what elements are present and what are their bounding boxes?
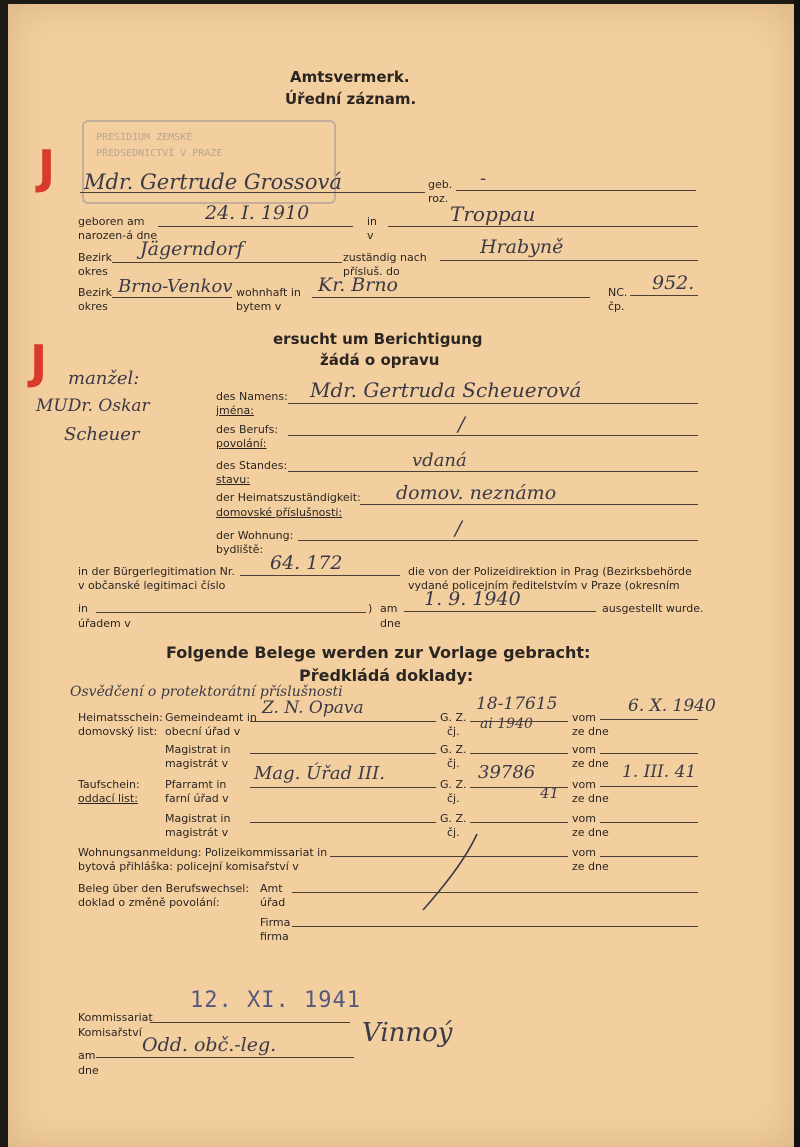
legit-number: 64. 172	[270, 552, 343, 574]
stand-label-cz: stavu:	[216, 473, 250, 486]
belege-heading-cz: Předkládá doklady:	[299, 666, 474, 685]
wohnung-value: /	[455, 516, 462, 540]
wohnhaft-de: wohnhaft in	[236, 286, 301, 299]
nc-label: NC.	[608, 286, 628, 299]
bezirk-label-2: Bezirk	[78, 286, 113, 299]
beruf-line	[288, 435, 698, 436]
legit-paren: )	[368, 602, 373, 615]
vom-label-4: vom	[572, 812, 596, 825]
okres-label-1: okres	[78, 265, 108, 278]
okres-label-2: okres	[78, 300, 108, 313]
gemeinde-cz: obecní úřad v	[165, 725, 241, 738]
heimatschein-label-cz: domovský list:	[78, 725, 158, 738]
gemeinde-line	[250, 721, 436, 722]
gz1-value: 18-17615	[476, 694, 558, 714]
red-mark-1: J	[38, 140, 56, 194]
legit-line2-left: v občanské legitimaci číslo	[78, 579, 226, 592]
legit-line1-left: in der Bürgerlegitimation Nr.	[78, 565, 235, 578]
firma-cz: firma	[260, 930, 289, 943]
signature: Vinnoý	[362, 1018, 453, 1048]
in-label: in	[367, 215, 378, 228]
heimat-label-cz: domovské příslušnosti:	[216, 506, 343, 519]
born-date: 24. I. 1910	[205, 202, 310, 224]
berufswechsel-cz: doklad o změně povolání:	[78, 896, 220, 909]
cp-label: čp.	[608, 300, 625, 313]
wohnungsanmeldung-de: Wohnungsanmeldung: Polizeikommissariat in	[78, 846, 328, 859]
wohnung-line	[298, 540, 698, 541]
name-label-de: des Namens:	[216, 390, 288, 403]
born-label-de: geboren am	[78, 215, 145, 228]
legit-line1-right: die von der Polizeidirektion in Prag (Bezirksbehörde	[408, 565, 692, 578]
gemeinde-value: Z. N. Opava	[262, 698, 364, 718]
roz-label: roz.	[428, 192, 449, 205]
stand-label-de: des Standes:	[216, 459, 288, 472]
gz3-line	[470, 787, 568, 788]
person-name: Mdr. Gertrude Grossová	[84, 170, 342, 194]
berufswechsel-de: Beleg über den Berufswechsel:	[78, 882, 250, 895]
page-edge	[794, 0, 800, 1147]
vom-label-5: vom	[572, 846, 596, 859]
gemeinde-de: Gemeindeamt in	[165, 711, 257, 724]
cj1-value: ai 1940	[480, 716, 533, 732]
firma-de: Firma	[260, 916, 291, 929]
footer-am-value: Odd. obč.-leg.	[142, 1034, 277, 1056]
magistrat1-line	[250, 753, 436, 754]
footer-am-label: am	[78, 1049, 96, 1062]
vom-label-2: vom	[572, 743, 596, 756]
legit-issued: ausgestellt wurde.	[602, 602, 704, 615]
wohnhaft-value: Kr. Brno	[318, 274, 398, 296]
beruf-value: /	[458, 412, 465, 436]
heimat-value: domov. neznámo	[396, 482, 557, 504]
gz1-line	[470, 721, 568, 722]
born-place: Troppau	[450, 202, 536, 226]
cj3-value: 41	[540, 784, 560, 802]
wohnhaft-line	[312, 297, 590, 298]
legit-date-line	[404, 611, 596, 612]
born-label-cz: narozen-á dne	[78, 229, 158, 242]
side-note-2: MUDr. Oskar	[36, 396, 150, 416]
footer-dne-label: dne	[78, 1064, 99, 1077]
cj-label-3: čj.	[447, 792, 460, 805]
gz-label-2: G. Z.	[440, 743, 467, 756]
nc-value: 952.	[652, 272, 695, 294]
vom1-value: 6. X. 1940	[628, 696, 716, 716]
legit-in-label: in	[78, 602, 89, 615]
magistrat2-cz: magistrát v	[165, 826, 229, 839]
gz4-line	[470, 822, 568, 823]
born-place-line	[388, 226, 698, 227]
vom3-line	[600, 786, 698, 787]
request-heading-de: ersucht um Berichtigung	[273, 330, 483, 348]
zustandig-cz: přísluš. do	[343, 265, 400, 278]
zustandig-de: zuständig nach	[343, 251, 427, 264]
kommissariat-cz: Komisařství	[78, 1026, 142, 1039]
tauf-label-de: Taufschein:	[78, 778, 140, 791]
wohnhaft-cz: bytem v	[236, 300, 282, 313]
legit-uradem-label: úřadem v	[78, 617, 131, 630]
legit-in-line	[96, 612, 366, 613]
cj-label-4: čj.	[447, 826, 460, 839]
geb-line	[456, 190, 696, 191]
name-label-cz: jména:	[216, 404, 254, 417]
vom1-line	[600, 719, 698, 720]
vom2-line	[600, 753, 698, 754]
kommissariat-line	[150, 1022, 350, 1023]
pfarr-cz: farní úřad v	[165, 792, 229, 805]
magistrat2-line	[250, 822, 436, 823]
beruf-label-cz: povolání:	[216, 437, 267, 450]
name-line	[80, 192, 425, 193]
bezirk-line	[112, 262, 342, 263]
heimat-line	[360, 504, 698, 505]
red-mark-2: J	[30, 335, 48, 389]
belege-heading-de: Folgende Belege werden zur Vorlage gebracht:	[166, 643, 591, 662]
stamp-line1: PRESIDIUM ZEMSKÉ	[96, 132, 193, 143]
title-de: Amtsvermerk.	[290, 68, 410, 86]
magistrat1-de: Magistrat in	[165, 743, 231, 756]
zustandig-value: Hrabyně	[480, 236, 564, 258]
bezirk-value: Jägerndorf	[140, 238, 244, 260]
name-correction-line	[288, 403, 698, 404]
heimat-label-de: der Heimatszuständigkeit:	[216, 491, 361, 504]
side-note-3: Scheuer	[64, 424, 140, 445]
magistrat2-de: Magistrat in	[165, 812, 231, 825]
wohnung-label-de: der Wohnung:	[216, 529, 294, 542]
beruf-label-de: des Berufs:	[216, 423, 279, 436]
heimatschein-label-de: Heimatsschein:	[78, 711, 163, 724]
pfarr-value: Mag. Úřad III.	[254, 763, 385, 784]
stamp-line2: PŘEDSEDNICTVÍ V PRAZE	[96, 148, 223, 159]
pfarr-de: Pfarramt in	[165, 778, 227, 791]
side-note-1: manžel:	[68, 368, 140, 389]
cancel-stroke	[415, 830, 485, 915]
legit-number-line	[240, 575, 400, 576]
vom-label-1: vom	[572, 711, 596, 724]
zedne-label-3: ze dne	[572, 792, 609, 805]
zedne-label-1: ze dne	[572, 725, 609, 738]
kommissariat-de: Kommissariat	[78, 1011, 153, 1024]
footer-am-line	[96, 1057, 354, 1058]
legit-dne-label: dne	[380, 617, 401, 630]
vom4-line	[600, 822, 698, 823]
zedne-label-5: ze dne	[572, 860, 609, 873]
vom3-value: 1. III. 41	[622, 762, 697, 782]
legit-date: 1. 9. 1940	[424, 588, 521, 610]
bezirk2-line	[112, 297, 232, 298]
stand-value: vdaná	[412, 450, 467, 471]
zedne-label-4: ze dne	[572, 826, 609, 839]
wohnung-label-cz: bydliště:	[216, 543, 264, 556]
amt-de: Amt	[260, 882, 283, 895]
title-cz: Úřední záznam.	[285, 90, 417, 108]
tauf-label-cz: oddací list:	[78, 792, 138, 805]
cj-label-2: čj.	[447, 757, 460, 770]
magistrat1-cz: magistrát v	[165, 757, 229, 770]
request-heading-cz: žádá o opravu	[320, 351, 440, 369]
name-correction: Mdr. Gertruda Scheuerová	[310, 378, 582, 402]
gz-label-4: G. Z.	[440, 812, 467, 825]
amt-line	[292, 892, 698, 893]
wohnungsanmeldung-cz: bytová přihláška: policejní komisařství v	[78, 860, 299, 873]
gz-label-3: G. Z.	[440, 778, 467, 791]
belege-overline: Osvědčení o protektorátní příslušnosti	[70, 684, 343, 700]
geb-label: geb.	[428, 178, 453, 191]
amt-cz: úřad	[260, 896, 286, 909]
bezirk2-value: Brno-Venkov	[118, 276, 233, 297]
gz-label-1: G. Z.	[440, 711, 467, 724]
born-line	[158, 226, 353, 227]
pfarr-line	[250, 787, 436, 788]
v-label: v	[367, 229, 374, 242]
zedne-label-2: ze dne	[572, 757, 609, 770]
legit-line2-right: vydané policejním ředitelstvím v Praze (okresním	[408, 579, 680, 592]
firma-line	[292, 926, 698, 927]
cj-label-1: čj.	[447, 725, 460, 738]
legit-am-label: am	[380, 602, 398, 615]
vom-label-3: vom	[572, 778, 596, 791]
geb-value: -	[480, 168, 487, 189]
stand-line	[288, 471, 698, 472]
bezirk-label-1: Bezirk	[78, 251, 113, 264]
nc-line	[630, 295, 698, 296]
vom5-line	[600, 856, 698, 857]
zustandig-line	[440, 260, 698, 261]
gz3-value: 39786	[478, 762, 536, 783]
date-stamp: 12. XI. 1941	[190, 988, 361, 1013]
gz2-line	[470, 753, 568, 754]
